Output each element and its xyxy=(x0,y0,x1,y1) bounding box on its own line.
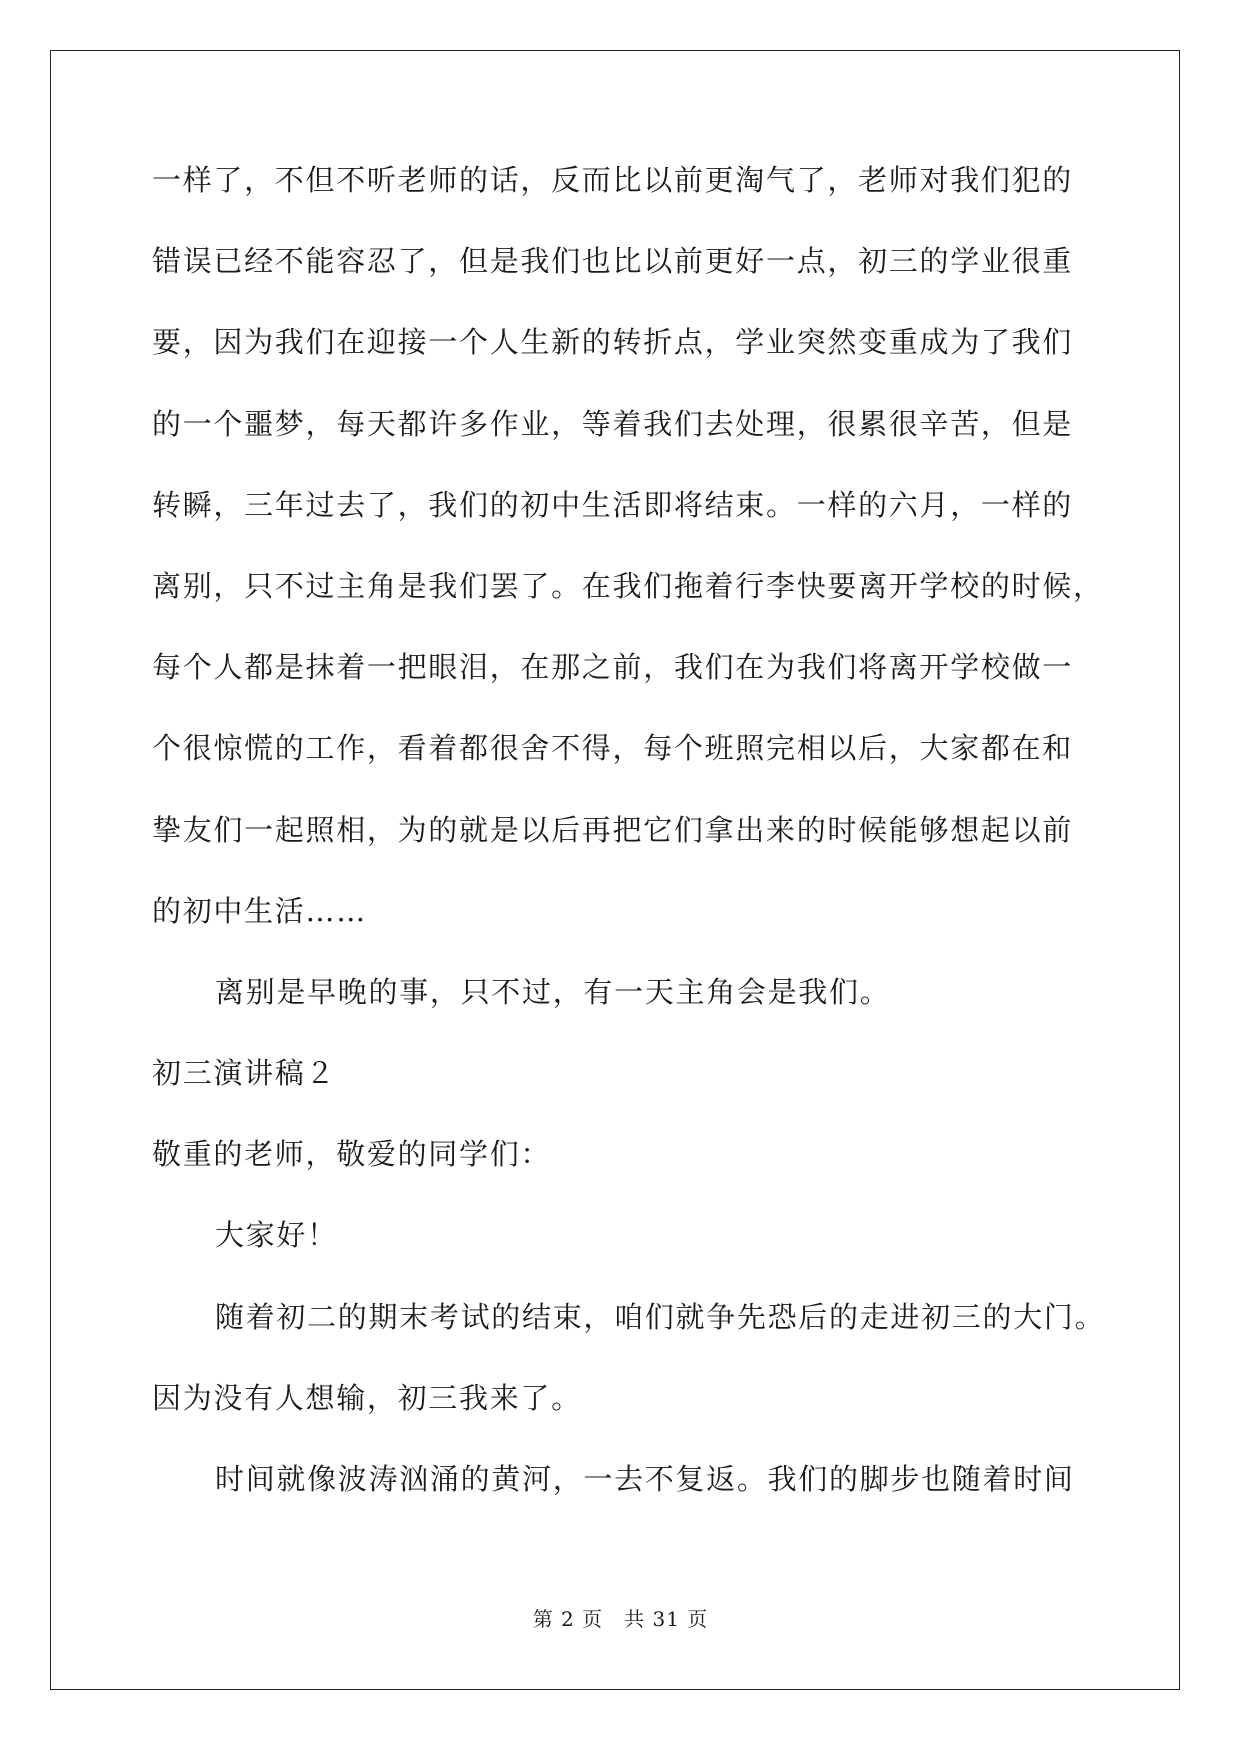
greeting: 大家好！ xyxy=(215,1218,338,1253)
page-number: 第 2 页 共 31 页 xyxy=(532,1607,709,1631)
body-line: 一样了，不但不听老师的话，反而比以前更淘气了，老师对我们犯的 xyxy=(152,163,1074,197)
body-line: 要，因为我们在迎接一个人生新的转折点，学业突然变重成为了我们 xyxy=(152,325,1074,360)
body-line: 个很惊慌的工作，看着都很舍不得，每个班照完相以后，大家都在和 xyxy=(152,731,1074,766)
document-body xyxy=(152,160,1106,1540)
body-line: 的初中生活…… xyxy=(152,893,367,928)
section-heading: 初三演讲稿２ xyxy=(152,1056,337,1091)
paragraph-line: 时间就像波涛汹涌的黄河，一去不复返。我们的脚步也随着时间 xyxy=(215,1462,1075,1496)
salutation: 敬重的老师，敬爱的同学们： xyxy=(152,1137,552,1172)
body-line: 的一个噩梦，每天都许多作业，等着我们去处理，很累很辛苦，但是 xyxy=(152,406,1074,441)
body-line: 因为没有人想输，初三我来了。 xyxy=(152,1380,582,1415)
paragraph-line: 随着初二的期末考试的结束，咱们就争先恐后的走进初三的大门。 xyxy=(215,1299,1106,1334)
body-line: 转瞬，三年过去了，我们的初中生活即将结束。一样的六月，一样的 xyxy=(152,487,1074,522)
body-line: 错误已经不能容忍了，但是我们也比以前更好一点，初三的学业很重 xyxy=(152,244,1074,279)
body-line: 离别，只不过主角是我们罢了。在我们拖着行李快要离开学校的时候， xyxy=(152,568,1104,603)
body-line: 挚友们一起照相，为的就是以后再把它们拿出来的时候能够想起以前 xyxy=(152,812,1074,847)
paragraph-line: 离别是早晚的事，只不过，有一天主角会是我们。 xyxy=(215,974,891,1009)
body-line: 每个人都是抹着一把眼泪，在那之前，我们在为我们将离开学校做一 xyxy=(152,650,1074,685)
